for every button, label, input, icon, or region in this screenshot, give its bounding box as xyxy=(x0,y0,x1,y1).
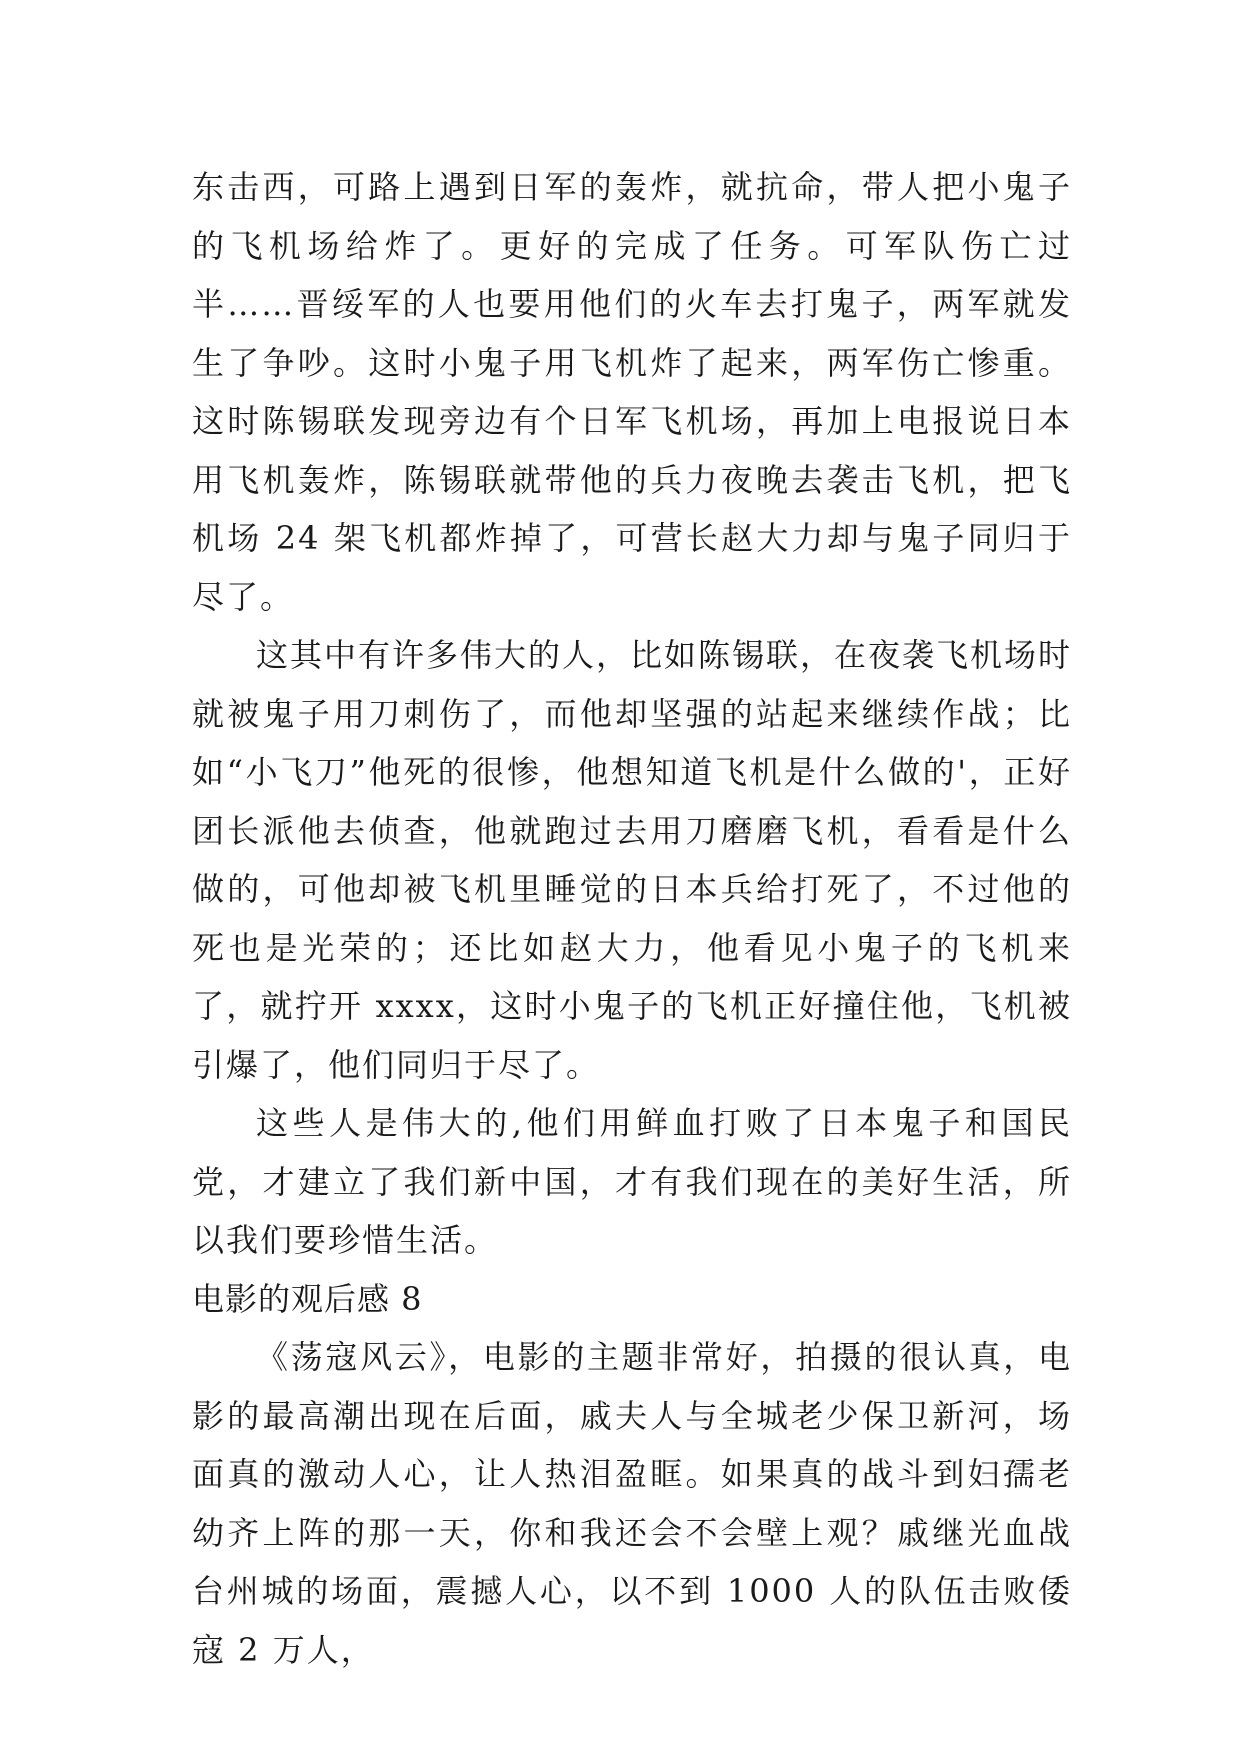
section-heading: 电影的观后感 8 xyxy=(192,1279,423,1318)
paragraph-battle-airfield: 东击西，可路上遇到日军的轰炸，就抗命，带人把小鬼子的飞机场给炸了。更好的完成了任务。可军队伤亡过半……晋绥军的人也要用他们的火车去打鬼子，两军就发生了争吵。这时小鬼子用飞机炸了起来，两军伤亡惨重。这时陈锡联发现旁边有个日军飞机场，再加上电报说日本用飞机轰炸，陈锡联就带他的兵力夜晚去袭击飞机，把飞机场 24 架飞机都炸掉了，可营长赵大力却与鬼子同归于尽了。 xyxy=(192,168,1072,616)
document-body xyxy=(192,158,1072,1679)
paragraph-conclusion: 这些人是伟大的,他们用鲜血打败了日本鬼子和国民党，才建立了我们新中国，才有我们现在的美好生活，所以我们要珍惜生活。 xyxy=(192,1104,1072,1259)
paragraph-review-8: 《荡寇风云》，电影的主题非常好，拍摄的很认真，电影的最高潮出现在后面，戚夫人与全城老少保卫新河，场面真的激动人心，让人热泪盈眶。如果真的战斗到妇孺老幼齐上阵的那一天，你和我还会不会壁上观？戚继光血战台州城的场面，震撼人心，以不到 1000 人的队伍击败倭寇 2 万人， xyxy=(192,1338,1072,1669)
paragraph-heroes: 这其中有许多伟大的人，比如陈锡联，在夜袭飞机场时就被鬼子用刀刺伤了，而他却坚强的站起来继续作战；比如“小飞刀”他死的很惨，他想知道飞机是什么做的'，正好团长派他去侦查，他就跑过去用刀磨磨飞机，看看是什么做的，可他却被飞机里睡觉的日本兵给打死了，不过他的死也是光荣的；还比如赵大力，他看见小鬼子的飞机来了，就拧开 xxxx，这时小鬼子的飞机正好撞住他，飞机被引爆了，他们同归于尽了。 xyxy=(192,636,1073,1084)
